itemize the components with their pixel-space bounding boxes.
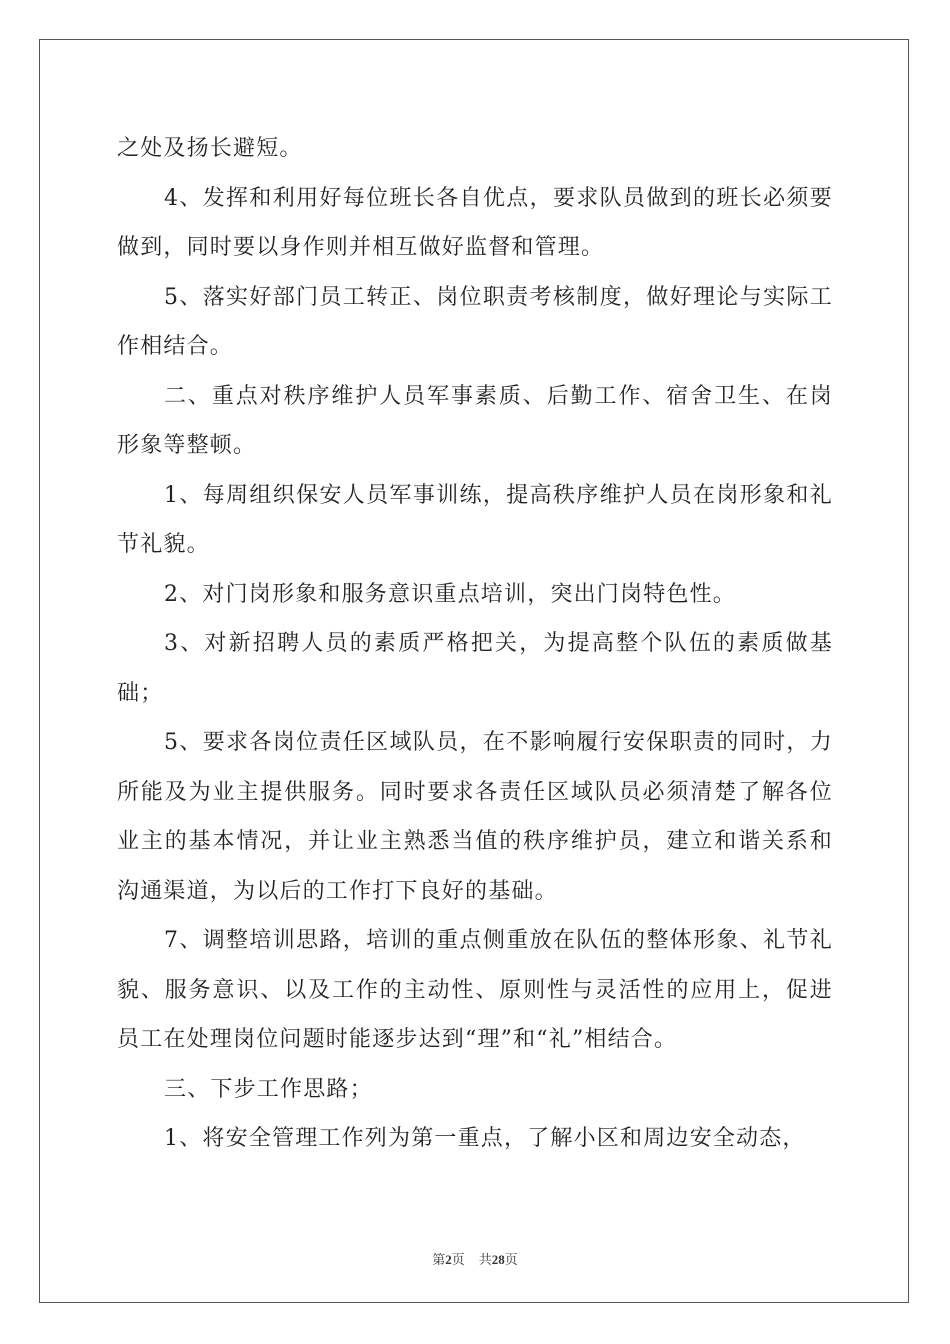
paragraph: 4、发挥和利用好每位班长各自优点，要求队员做到的班长必须要做到，同时要以身作则并相互做好监督和管理。 [117,185,833,260]
paragraph: 1、将安全管理工作列为第一重点，了解小区和周边安全动态， [164,1126,806,1151]
paragraph: 之处及扬长避短。 [117,136,303,161]
paragraph: 3、对新招聘人员的素质严格把关，为提高整个队伍的素质做基础； [117,631,833,706]
paragraph: 5、要求各岗位责任区域队员，在不影响履行安保职责的同时，力所能及为业主提供服务。同时要求各责任区域队员必须清楚了解各位业主的基本情况，并让业主熟悉当值的秩序维护员，建立和谐关系和沟通渠道，为以后的工作打下良好的基础。 [117,730,833,904]
total-pages-number: 28 [491,1252,505,1267]
footer-page-suffix: 页 [451,1252,465,1267]
page-footer [0,1249,950,1268]
paragraph: 2、对门岗形象和服务意识重点培训，突出门岗特色性。 [164,581,736,607]
footer-total-suffix: 页 [504,1252,518,1267]
footer-total-prefix: 共 [478,1252,492,1267]
paragraph: 1、每周组织保安人员军事训练，提高秩序维护人员在岗形象和礼节礼貌。 [117,482,833,557]
section-heading: 二、重点对秩序维护人员军事素质、后勤工作、宿舍卫生、在岗形象等整顿。 [117,383,833,458]
paragraph: 5、落实好部门员工转正、岗位职责考核制度，做好理论与实际工作相结合。 [117,284,833,359]
footer-prefix: 第 [432,1252,446,1267]
document-body [117,124,833,1164]
section-heading: 三、下步工作思路； [164,1076,373,1102]
current-page-number: 2 [445,1252,452,1267]
paragraph: 7、调整培训思路，培训的重点侧重放在队伍的整体形象、礼节礼貌、服务意识、以及工作的主动性、原则性与灵活性的应用上，促进员工在处理岗位问题时能逐步达到“理”和“礼”相结合。 [117,928,833,1052]
